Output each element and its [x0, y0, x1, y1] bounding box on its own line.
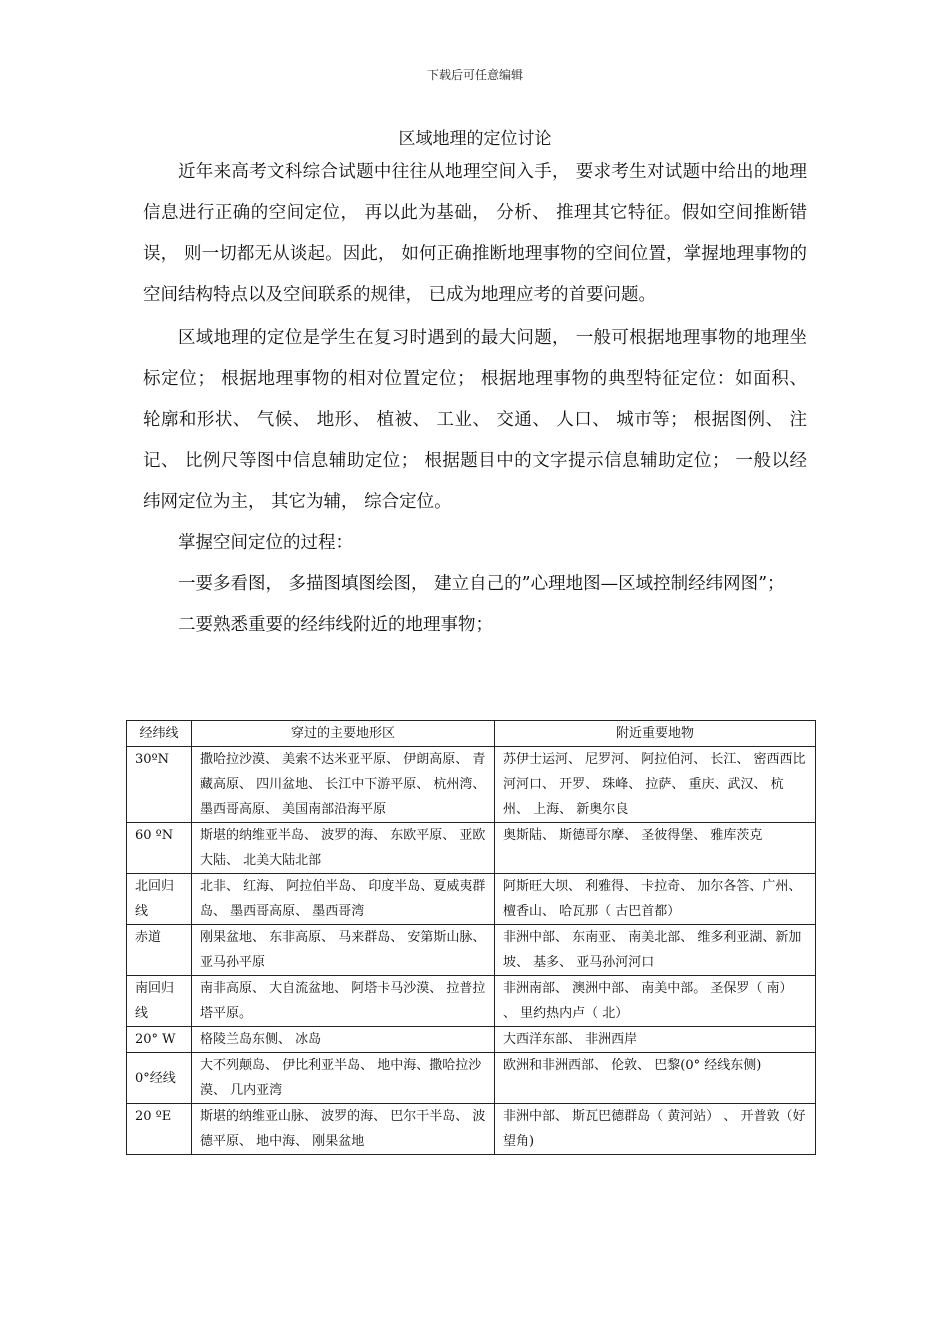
row-line: 0°经线	[127, 1053, 192, 1104]
table-header-row	[127, 721, 816, 747]
table-row	[127, 925, 816, 976]
header-features: 附近重要地物	[495, 721, 816, 747]
paragraph-step-one: 一要多看图， 多描图填图绘图， 建立自己的”心理地图—区域控制经纬网图”；	[178, 574, 785, 594]
row-line: 30ºN	[127, 747, 192, 823]
document-body	[143, 152, 807, 646]
table-row	[127, 1104, 816, 1155]
page-header-note: 下载后可任意编辑	[426, 68, 523, 82]
latitude-table	[126, 720, 816, 1155]
table-row	[127, 1027, 816, 1053]
row-landforms: 刚果盆地、 东非高原、 马来群岛、 安第斯山脉、 亚马孙平原	[192, 925, 495, 976]
row-features: 欧洲和非洲西部、 伦敦、 巴黎(0° 经线东侧)	[495, 1053, 816, 1104]
row-features: 非洲中部、 东南亚、 南美北部、 维多利亚湖、新加坡、 基多、 亚马孙河河口	[495, 925, 816, 976]
row-line: 北回归线	[127, 874, 192, 925]
row-landforms: 撒哈拉沙漠、 美索不达米亚平原、 伊朗高原、 青藏高原、 四川盆地、 长江中下游平原、 杭州湾、 墨西哥高原、 美国南部沿海平原	[192, 747, 495, 823]
table-row	[127, 823, 816, 874]
row-features: 非洲中部、 斯瓦巴德群岛（ 黄河站） 、 开普敦（好望角)	[495, 1104, 816, 1155]
row-features: 大西洋东部、 非洲西岸	[495, 1027, 816, 1053]
row-landforms: 南非高原、 大自流盆地、 阿塔卡马沙漠、 拉普拉塔平原。	[192, 976, 495, 1027]
row-landforms: 斯堪的纳维亚半岛、 波罗的海、 东欧平原、 亚欧大陆、 北美大陆北部	[192, 823, 495, 874]
table-row	[127, 1053, 816, 1104]
row-landforms: 北非、 红海、 阿拉伯半岛、 印度半岛、夏威夷群岛、 墨西哥高原、 墨西哥湾	[192, 874, 495, 925]
row-features: 阿斯旺大坝、 利雅得、 卡拉奇、 加尔各答、广州、 檀香山、 哈瓦那（ 古巴首都）	[495, 874, 816, 925]
row-features: 苏伊士运河、 尼罗河、 阿拉伯河、 长江、 密西西比河河口、 开罗、 珠峰、 拉萨、 重庆、武汉、 杭州、 上海、 新奥尔良	[495, 747, 816, 823]
row-features: 非洲南部、 澳洲中部、 南美中部。 圣保罗（ 南） 、 里约热内卢（ 北）	[495, 976, 816, 1027]
header-line: 经纬线	[127, 721, 192, 747]
header-landforms: 穿过的主要地形区	[192, 721, 495, 747]
paragraph-intro: 近年来高考文科综合试题中往往从地理空间入手， 要求考生对试题中给出的地理信息进行正确的空间定位， 再以此为基础， 分析、 推理其它特征。假如空间推断错误， 则一切都无从谈起。因此， 如何正确推断地理事物的空间位置，掌握地理事物的空间结构特点以及空间联系的规律， 已成为地理应考的首要问题。	[143, 162, 807, 305]
paragraph-process-heading: 掌握空间定位的过程：	[178, 533, 353, 553]
document-title: 区域地理的定位讨论	[398, 129, 552, 149]
row-line: 20 ºE	[127, 1104, 192, 1155]
row-landforms: 大不列颠岛、 伊比利亚半岛、 地中海、撒哈拉沙漠、 几内亚湾	[192, 1053, 495, 1104]
row-landforms: 格陵兰岛东侧、 冰岛	[192, 1027, 495, 1053]
row-landforms: 斯堪的纳维亚山脉、 波罗的海、 巴尔干半岛、 波德平原、 地中海、 刚果盆地	[192, 1104, 495, 1155]
row-features: 奥斯陆、 斯德哥尔摩、 圣彼得堡、 雅库茨克	[495, 823, 816, 874]
row-line: 赤道	[127, 925, 192, 976]
table-row	[127, 747, 816, 823]
row-line: 南回归线	[127, 976, 192, 1027]
table-row	[127, 976, 816, 1027]
paragraph-methods: 区域地理的定位是学生在复习时遇到的最大问题， 一般可根据地理事物的地理坐标定位； 根据地理事物的相对位置定位； 根据地理事物的典型特征定位：如面积、 轮廓和形状、 气候、 地形、 植被、 工业、 交通、 人口、 城市等； 根据图例、 注记、 比例尺等图中信息辅助定位； 根据题目中的文字提示信息辅助定位； 一般以经纬网定位为主， 其它为辅， 综合定位。	[143, 328, 807, 512]
row-line: 20° W	[127, 1027, 192, 1053]
paragraph-step-two: 二要熟悉重要的经纬线附近的地理事物；	[178, 615, 493, 635]
table-row	[127, 874, 816, 925]
row-line: 60 ºN	[127, 823, 192, 874]
